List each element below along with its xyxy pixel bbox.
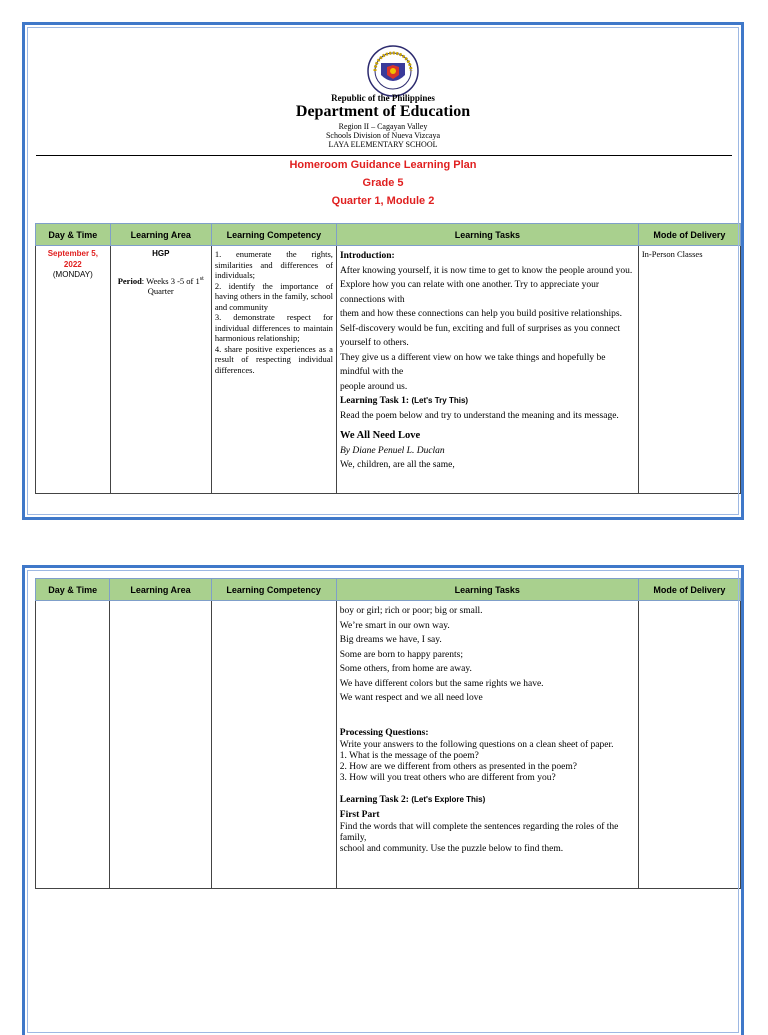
intro-line: They give us a different view on how we take things and hopefully be mindful with the (339, 352, 606, 377)
col-learning-tasks: Learning Tasks (336, 224, 638, 246)
page-2 (22, 565, 744, 1035)
poem-line: boy or girl; rich or poor; big or small. (339, 606, 483, 616)
col-learning-area: Learning Area (110, 579, 211, 601)
poem-line: We, children, are all the same, (339, 460, 455, 470)
area-label: HGP (152, 249, 170, 258)
quarter-label: Quarter 1, Module 2 (331, 195, 435, 207)
school-line: LAYA ELEMENTARY SCHOOL (328, 140, 438, 149)
task2-heading: Learning Task 2: (Let's Explore This) (339, 795, 486, 805)
poem-author: By Diane Penuel L. Duclan (339, 445, 445, 456)
competency-cell (211, 246, 336, 494)
learning-area-cell (110, 601, 211, 889)
intro-heading: Introduction: (339, 251, 395, 261)
col-learning-competency: Learning Competency (211, 224, 336, 246)
learning-plan-table-continued (35, 578, 741, 889)
period-text: Period: Weeks 3 -5 of 1st Quarter (117, 275, 204, 296)
region-line: Region II – Cagayan Valley (338, 122, 428, 131)
day-time-cell (36, 246, 111, 494)
processing-heading: Processing Questions: (339, 727, 429, 738)
learning-plan-table (35, 223, 741, 494)
intro-line: Explore how you can relate with one another. Try to appreciate your connections with (339, 280, 600, 305)
first-part-line: school and community. Use the puzzle below to find them. (339, 844, 564, 854)
day-time-cell (36, 601, 110, 889)
poem-line: Some others, from home are away. (339, 664, 472, 674)
intro-line: people around us. (339, 381, 408, 392)
col-mode-of-delivery: Mode of Delivery (638, 224, 740, 246)
department-title: Department of Education (295, 103, 471, 120)
table-row (36, 246, 741, 494)
tasks-cell (336, 601, 638, 889)
first-part-heading: First Part (339, 809, 380, 820)
table-header-row (36, 579, 741, 601)
question-item: 2. How are we different from others as presented in the poem? (339, 762, 578, 772)
competency-item: 4. share positive experiences as a result of respecting individual differences. (214, 343, 333, 375)
col-learning-competency: Learning Competency (211, 579, 336, 601)
weekday-label: (MONDAY) (52, 270, 93, 279)
col-mode-of-delivery: Mode of Delivery (638, 579, 740, 601)
task1-instruction: Read the poem below and try to understand the meaning and its message. (339, 410, 619, 421)
processing-intro: Write your answers to the following questions on a clean sheet of paper. (339, 740, 614, 750)
learning-area-cell (110, 246, 211, 494)
first-part-line: Find the words that will complete the sentences regarding the roles of the family, (339, 822, 619, 843)
poem-line: We have different colors but the same rights we have. (339, 678, 544, 689)
header-divider (36, 155, 732, 156)
division-line: Schools Division of Nueva Vizcaya (325, 131, 440, 140)
col-day-time: Day & Time (36, 579, 110, 601)
plan-title: Homeroom Guidance Learning Plan (289, 159, 477, 171)
mode-cell: In-Person Classes (638, 246, 740, 494)
page-1 (22, 22, 744, 520)
intro-line: them and how these connections can help you build positive relationships. Self-discovery would be fun, exciting and full of surprises as you connect yourself to others. (339, 309, 622, 348)
tasks-cell (336, 246, 638, 494)
poem-line: Some are born to happy parents; (339, 649, 463, 660)
competency-item: 2. identify the importance of having others in the family, school and community (214, 280, 333, 312)
question-item: 3. How will you treat others who are different from you? (339, 773, 556, 783)
poem-line: We want respect and we all need love (339, 693, 483, 703)
grade-label: Grade 5 (362, 177, 404, 189)
table-header-row (36, 224, 741, 246)
intro-line: After knowing yourself, it is now time to get to know the people around you. (339, 265, 633, 276)
col-learning-area: Learning Area (110, 224, 211, 246)
poem-line: We’re smart in our own way. (339, 620, 450, 631)
col-learning-tasks: Learning Tasks (336, 579, 638, 601)
deped-seal-logo (367, 45, 419, 97)
date-label: September 5, 2022 (47, 249, 98, 269)
mode-cell (638, 601, 740, 889)
republic-line: Republic of the Philippines (331, 93, 435, 103)
col-day-time: Day & Time (36, 224, 111, 246)
competency-item: 1. enumerate the rights, similarities and differences of individuals; (214, 249, 333, 280)
table-row (36, 601, 741, 889)
competency-item: 3. demonstrate respect for individual differences to maintain harmonious relationship; (214, 312, 333, 343)
task1-heading: Learning Task 1: (Let's Try This) (339, 396, 469, 406)
poem-line: Big dreams we have, I say. (339, 635, 442, 645)
question-item: 1. What is the message of the poem? (339, 751, 479, 761)
poem-title: We All Need Love (339, 430, 421, 441)
competency-cell (211, 601, 336, 889)
